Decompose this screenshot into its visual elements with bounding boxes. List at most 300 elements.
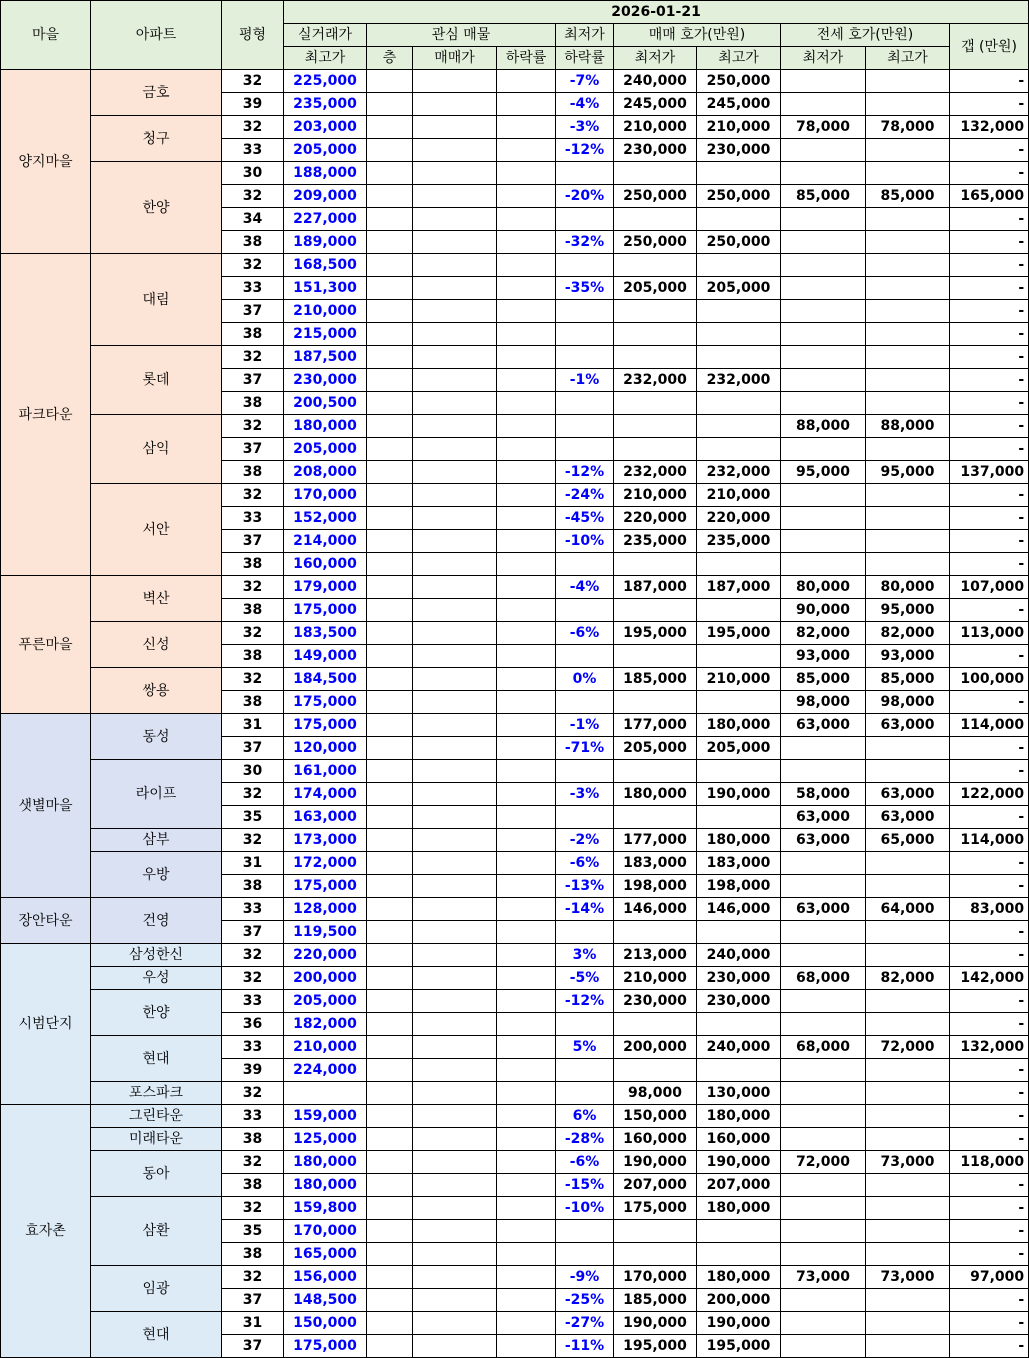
actual-price-cell: 224,000 xyxy=(284,1059,367,1082)
actual-price-cell: 188,000 xyxy=(284,162,367,185)
lease-max-cell: 85,000 xyxy=(866,668,950,691)
village-name: 양지마을 xyxy=(1,70,91,254)
floor-cell xyxy=(367,829,413,852)
size-cell: 38 xyxy=(222,553,284,576)
interest-drop-cell xyxy=(497,461,556,484)
interest-drop-cell xyxy=(497,1266,556,1289)
lease-max-cell: 72,000 xyxy=(866,1036,950,1059)
sale-max-cell: 207,000 xyxy=(697,1174,781,1197)
sale-min-cell xyxy=(614,300,697,323)
interest-sale-price-cell xyxy=(413,507,497,530)
actual-price-cell: 183,500 xyxy=(284,622,367,645)
interest-drop-cell xyxy=(497,1220,556,1243)
lease-min-cell: 58,000 xyxy=(781,783,866,806)
sale-min-cell xyxy=(614,392,697,415)
lease-max-cell xyxy=(866,507,950,530)
sale-min-cell: 177,000 xyxy=(614,829,697,852)
actual-price-cell: 180,000 xyxy=(284,415,367,438)
lease-max-cell xyxy=(866,139,950,162)
interest-drop-cell xyxy=(497,990,556,1013)
lease-min-cell: 63,000 xyxy=(781,829,866,852)
table-row xyxy=(1,1266,1029,1289)
actual-price-cell: 159,800 xyxy=(284,1197,367,1220)
sale-max-cell: 250,000 xyxy=(697,70,781,93)
floor-cell xyxy=(367,921,413,944)
interest-sale-price-cell xyxy=(413,576,497,599)
apartment-name: 한양 xyxy=(91,990,222,1036)
size-cell: 37 xyxy=(222,921,284,944)
lease-max-cell xyxy=(866,70,950,93)
gap-cell: - xyxy=(950,1335,1029,1358)
min-drop-rate-cell: -9% xyxy=(556,1266,614,1289)
sale-min-cell xyxy=(614,323,697,346)
interest-sale-price-cell xyxy=(413,944,497,967)
lease-max-cell xyxy=(866,231,950,254)
floor-cell xyxy=(367,1220,413,1243)
interest-drop-cell xyxy=(497,1312,556,1335)
lease-min-cell xyxy=(781,737,866,760)
table-row xyxy=(1,898,1029,921)
interest-sale-price-cell xyxy=(413,1082,497,1105)
interest-sale-price-cell xyxy=(413,737,497,760)
min-drop-rate-cell: -6% xyxy=(556,622,614,645)
min-drop-rate-cell: -24% xyxy=(556,484,614,507)
interest-drop-cell xyxy=(497,277,556,300)
interest-drop-cell xyxy=(497,645,556,668)
gap-cell: - xyxy=(950,139,1029,162)
interest-sale-price-cell xyxy=(413,714,497,737)
header-min-drop-bottom: 하락률 xyxy=(556,47,614,70)
actual-price-cell: 175,000 xyxy=(284,691,367,714)
interest-drop-cell xyxy=(497,185,556,208)
floor-cell xyxy=(367,461,413,484)
actual-price-cell: 210,000 xyxy=(284,1036,367,1059)
interest-sale-price-cell xyxy=(413,1174,497,1197)
gap-cell: - xyxy=(950,369,1029,392)
interest-sale-price-cell xyxy=(413,116,497,139)
sale-min-cell xyxy=(614,806,697,829)
size-cell: 38 xyxy=(222,1243,284,1266)
floor-cell xyxy=(367,1082,413,1105)
header-sale-min: 최저가 xyxy=(614,47,697,70)
table-row xyxy=(1,967,1029,990)
floor-cell xyxy=(367,1174,413,1197)
min-drop-rate-cell xyxy=(556,162,614,185)
actual-price-cell: 156,000 xyxy=(284,1266,367,1289)
gap-cell: 118,000 xyxy=(950,1151,1029,1174)
interest-drop-cell xyxy=(497,139,556,162)
sale-max-cell xyxy=(697,323,781,346)
lease-min-cell: 63,000 xyxy=(781,714,866,737)
lease-max-cell xyxy=(866,346,950,369)
table-row xyxy=(1,116,1029,139)
gap-cell: 114,000 xyxy=(950,829,1029,852)
actual-price-cell: 179,000 xyxy=(284,576,367,599)
sale-max-cell xyxy=(697,760,781,783)
interest-drop-cell xyxy=(497,323,556,346)
lease-max-cell xyxy=(866,1082,950,1105)
apartment-name: 서안 xyxy=(91,484,222,576)
min-drop-rate-cell xyxy=(556,300,614,323)
min-drop-rate-cell: -13% xyxy=(556,875,614,898)
actual-price-cell: 165,000 xyxy=(284,1243,367,1266)
lease-min-cell xyxy=(781,139,866,162)
actual-price-cell: 205,000 xyxy=(284,139,367,162)
actual-price-cell: 200,000 xyxy=(284,967,367,990)
min-drop-rate-cell: -10% xyxy=(556,1197,614,1220)
interest-drop-cell xyxy=(497,875,556,898)
sale-max-cell: 205,000 xyxy=(697,737,781,760)
lease-max-cell: 82,000 xyxy=(866,622,950,645)
size-cell: 38 xyxy=(222,323,284,346)
gap-cell: - xyxy=(950,346,1029,369)
interest-drop-cell xyxy=(497,1082,556,1105)
size-cell: 32 xyxy=(222,668,284,691)
apartment-name: 삼성한신 xyxy=(91,944,222,967)
floor-cell xyxy=(367,668,413,691)
sale-min-cell: 213,000 xyxy=(614,944,697,967)
lease-min-cell: 63,000 xyxy=(781,898,866,921)
sale-max-cell xyxy=(697,1059,781,1082)
min-drop-rate-cell: -6% xyxy=(556,1151,614,1174)
lease-max-cell: 82,000 xyxy=(866,967,950,990)
size-cell: 39 xyxy=(222,1059,284,1082)
gap-cell: - xyxy=(950,323,1029,346)
sale-min-cell xyxy=(614,1013,697,1036)
header-actual-price-top: 실거래가 xyxy=(284,24,367,47)
interest-sale-price-cell xyxy=(413,415,497,438)
interest-sale-price-cell xyxy=(413,1059,497,1082)
interest-sale-price-cell xyxy=(413,254,497,277)
sale-max-cell xyxy=(697,346,781,369)
interest-drop-cell xyxy=(497,530,556,553)
gap-cell: 122,000 xyxy=(950,783,1029,806)
table-row xyxy=(1,1128,1029,1151)
gap-cell: - xyxy=(950,70,1029,93)
interest-sale-price-cell xyxy=(413,852,497,875)
apartment-name: 한양 xyxy=(91,162,222,254)
actual-price-cell: 119,500 xyxy=(284,921,367,944)
interest-sale-price-cell xyxy=(413,162,497,185)
lease-max-cell xyxy=(866,208,950,231)
actual-price-cell: 210,000 xyxy=(284,300,367,323)
floor-cell xyxy=(367,185,413,208)
table-row xyxy=(1,668,1029,691)
apartment-name: 롯데 xyxy=(91,346,222,415)
size-cell: 38 xyxy=(222,599,284,622)
sale-max-cell xyxy=(697,553,781,576)
table-row xyxy=(1,162,1029,185)
floor-cell xyxy=(367,898,413,921)
lease-min-cell xyxy=(781,944,866,967)
header-actual-price-bottom: 최고가 xyxy=(284,47,367,70)
min-drop-rate-cell xyxy=(556,599,614,622)
actual-price-cell: 128,000 xyxy=(284,898,367,921)
sale-max-cell: 235,000 xyxy=(697,530,781,553)
sale-max-cell: 240,000 xyxy=(697,1036,781,1059)
interest-drop-cell xyxy=(497,1335,556,1358)
min-drop-rate-cell: -12% xyxy=(556,139,614,162)
floor-cell xyxy=(367,714,413,737)
actual-price-cell: 170,000 xyxy=(284,1220,367,1243)
min-drop-rate-cell xyxy=(556,760,614,783)
lease-max-cell: 73,000 xyxy=(866,1151,950,1174)
floor-cell xyxy=(367,1059,413,1082)
gap-cell: 83,000 xyxy=(950,898,1029,921)
size-cell: 32 xyxy=(222,1266,284,1289)
lease-min-cell xyxy=(781,346,866,369)
size-cell: 37 xyxy=(222,438,284,461)
sale-max-cell: 240,000 xyxy=(697,944,781,967)
min-drop-rate-cell: -20% xyxy=(556,185,614,208)
lease-min-cell: 82,000 xyxy=(781,622,866,645)
size-cell: 35 xyxy=(222,806,284,829)
header-lease-quote: 전세 호가(만원) xyxy=(781,24,950,47)
actual-price-cell: 225,000 xyxy=(284,70,367,93)
sale-max-cell: 232,000 xyxy=(697,369,781,392)
apartment-name: 현대 xyxy=(91,1036,222,1082)
interest-drop-cell xyxy=(497,967,556,990)
lease-max-cell: 95,000 xyxy=(866,461,950,484)
floor-cell xyxy=(367,760,413,783)
lease-min-cell: 73,000 xyxy=(781,1266,866,1289)
lease-max-cell xyxy=(866,1013,950,1036)
lease-max-cell xyxy=(866,162,950,185)
lease-max-cell: 63,000 xyxy=(866,783,950,806)
lease-min-cell xyxy=(781,323,866,346)
actual-price-cell: 203,000 xyxy=(284,116,367,139)
interest-drop-cell xyxy=(497,944,556,967)
interest-drop-cell xyxy=(497,921,556,944)
sale-max-cell xyxy=(697,599,781,622)
table-row xyxy=(1,70,1029,93)
gap-cell: - xyxy=(950,806,1029,829)
lease-min-cell: 78,000 xyxy=(781,116,866,139)
min-drop-rate-cell: -27% xyxy=(556,1312,614,1335)
min-drop-rate-cell: -35% xyxy=(556,277,614,300)
size-cell: 38 xyxy=(222,231,284,254)
sale-min-cell: 183,000 xyxy=(614,852,697,875)
header-village: 마을 xyxy=(1,1,91,70)
size-cell: 31 xyxy=(222,714,284,737)
lease-max-cell xyxy=(866,93,950,116)
sale-min-cell xyxy=(614,553,697,576)
sale-max-cell: 180,000 xyxy=(697,829,781,852)
actual-price-cell: 160,000 xyxy=(284,553,367,576)
gap-cell: - xyxy=(950,1128,1029,1151)
lease-max-cell xyxy=(866,438,950,461)
lease-max-cell xyxy=(866,852,950,875)
gap-cell: - xyxy=(950,277,1029,300)
interest-sale-price-cell xyxy=(413,1289,497,1312)
lease-max-cell xyxy=(866,990,950,1013)
gap-cell: - xyxy=(950,737,1029,760)
sale-min-cell: 205,000 xyxy=(614,277,697,300)
gap-cell: 113,000 xyxy=(950,622,1029,645)
table-row xyxy=(1,1312,1029,1335)
lease-min-cell xyxy=(781,1335,866,1358)
sale-max-cell: 183,000 xyxy=(697,852,781,875)
interest-drop-cell xyxy=(497,346,556,369)
sale-max-cell: 230,000 xyxy=(697,990,781,1013)
actual-price-cell: 189,000 xyxy=(284,231,367,254)
floor-cell xyxy=(367,1289,413,1312)
sale-max-cell: 205,000 xyxy=(697,277,781,300)
lease-min-cell xyxy=(781,392,866,415)
size-cell: 38 xyxy=(222,1128,284,1151)
lease-min-cell xyxy=(781,1220,866,1243)
lease-min-cell xyxy=(781,369,866,392)
header-size: 평형 xyxy=(222,1,284,70)
village-name: 효자촌 xyxy=(1,1105,91,1358)
interest-sale-price-cell xyxy=(413,392,497,415)
apartment-name: 우성 xyxy=(91,967,222,990)
interest-sale-price-cell xyxy=(413,691,497,714)
village-name: 푸른마을 xyxy=(1,576,91,714)
floor-cell xyxy=(367,346,413,369)
floor-cell xyxy=(367,369,413,392)
interest-sale-price-cell xyxy=(413,622,497,645)
interest-sale-price-cell xyxy=(413,277,497,300)
floor-cell xyxy=(367,1312,413,1335)
min-drop-rate-cell xyxy=(556,1082,614,1105)
min-drop-rate-cell xyxy=(556,806,614,829)
actual-price-cell: 227,000 xyxy=(284,208,367,231)
sale-min-cell: 150,000 xyxy=(614,1105,697,1128)
floor-cell xyxy=(367,1013,413,1036)
size-cell: 38 xyxy=(222,392,284,415)
actual-price-cell: 209,000 xyxy=(284,185,367,208)
actual-price-cell: 172,000 xyxy=(284,852,367,875)
interest-sale-price-cell xyxy=(413,530,497,553)
size-cell: 37 xyxy=(222,737,284,760)
size-cell: 38 xyxy=(222,691,284,714)
floor-cell xyxy=(367,691,413,714)
gap-cell: - xyxy=(950,1312,1029,1335)
size-cell: 32 xyxy=(222,1151,284,1174)
lease-max-cell xyxy=(866,1335,950,1358)
min-drop-rate-cell: -15% xyxy=(556,1174,614,1197)
interest-sale-price-cell xyxy=(413,1105,497,1128)
sale-min-cell: 245,000 xyxy=(614,93,697,116)
size-cell: 32 xyxy=(222,1197,284,1220)
actual-price-cell: 175,000 xyxy=(284,875,367,898)
sale-min-cell xyxy=(614,162,697,185)
actual-price-cell: 173,000 xyxy=(284,829,367,852)
lease-min-cell xyxy=(781,530,866,553)
interest-drop-cell xyxy=(497,300,556,323)
gap-cell: 142,000 xyxy=(950,967,1029,990)
apartment-name: 건영 xyxy=(91,898,222,944)
size-cell: 31 xyxy=(222,1312,284,1335)
floor-cell xyxy=(367,438,413,461)
interest-drop-cell xyxy=(497,783,556,806)
sale-min-cell: 230,000 xyxy=(614,139,697,162)
gap-cell: - xyxy=(950,553,1029,576)
interest-drop-cell xyxy=(497,714,556,737)
min-drop-rate-cell: -45% xyxy=(556,507,614,530)
lease-min-cell: 72,000 xyxy=(781,1151,866,1174)
floor-cell xyxy=(367,1266,413,1289)
village-name: 샛별마을 xyxy=(1,714,91,898)
gap-cell: - xyxy=(950,1105,1029,1128)
table-row xyxy=(1,1151,1029,1174)
lease-min-cell xyxy=(781,1013,866,1036)
size-cell: 33 xyxy=(222,277,284,300)
min-drop-rate-cell xyxy=(556,438,614,461)
min-drop-rate-cell: -5% xyxy=(556,967,614,990)
interest-drop-cell xyxy=(497,438,556,461)
size-cell: 34 xyxy=(222,208,284,231)
village-name: 시범단지 xyxy=(1,944,91,1105)
gap-cell: - xyxy=(950,1289,1029,1312)
sale-max-cell: 232,000 xyxy=(697,461,781,484)
lease-min-cell xyxy=(781,507,866,530)
lease-min-cell xyxy=(781,1128,866,1151)
lease-min-cell: 85,000 xyxy=(781,185,866,208)
actual-price-cell: 180,000 xyxy=(284,1151,367,1174)
actual-price-cell: 180,000 xyxy=(284,1174,367,1197)
sale-min-cell: 98,000 xyxy=(614,1082,697,1105)
lease-min-cell xyxy=(781,852,866,875)
sale-min-cell: 180,000 xyxy=(614,783,697,806)
lease-min-cell: 95,000 xyxy=(781,461,866,484)
sale-min-cell: 250,000 xyxy=(614,185,697,208)
lease-max-cell: 95,000 xyxy=(866,599,950,622)
actual-price-cell: 175,000 xyxy=(284,1335,367,1358)
lease-min-cell: 68,000 xyxy=(781,967,866,990)
gap-cell: - xyxy=(950,691,1029,714)
interest-drop-cell xyxy=(497,70,556,93)
interest-sale-price-cell xyxy=(413,1013,497,1036)
sale-min-cell: 190,000 xyxy=(614,1151,697,1174)
min-drop-rate-cell: -14% xyxy=(556,898,614,921)
sale-min-cell: 195,000 xyxy=(614,622,697,645)
floor-cell xyxy=(367,576,413,599)
lease-max-cell xyxy=(866,1105,950,1128)
size-cell: 32 xyxy=(222,185,284,208)
interest-sale-price-cell xyxy=(413,1128,497,1151)
table-row xyxy=(1,484,1029,507)
sale-max-cell: 180,000 xyxy=(697,714,781,737)
size-cell: 33 xyxy=(222,139,284,162)
min-drop-rate-cell: -25% xyxy=(556,1289,614,1312)
interest-sale-price-cell xyxy=(413,231,497,254)
lease-max-cell xyxy=(866,1059,950,1082)
lease-min-cell xyxy=(781,875,866,898)
header-gap: 갭 (만원) xyxy=(950,24,1029,70)
apartment-name: 포스파크 xyxy=(91,1082,222,1105)
sale-max-cell xyxy=(697,392,781,415)
lease-max-cell xyxy=(866,277,950,300)
lease-min-cell xyxy=(781,70,866,93)
gap-cell: - xyxy=(950,300,1029,323)
apartment-name: 신성 xyxy=(91,622,222,668)
gap-cell: - xyxy=(950,231,1029,254)
floor-cell xyxy=(367,139,413,162)
floor-cell xyxy=(367,944,413,967)
sale-max-cell: 190,000 xyxy=(697,1151,781,1174)
sale-min-cell xyxy=(614,645,697,668)
apartment-name: 현대 xyxy=(91,1312,222,1358)
lease-min-cell xyxy=(781,300,866,323)
interest-sale-price-cell xyxy=(413,921,497,944)
interest-sale-price-cell xyxy=(413,323,497,346)
size-cell: 32 xyxy=(222,254,284,277)
sale-max-cell: 230,000 xyxy=(697,967,781,990)
gap-cell: 97,000 xyxy=(950,1266,1029,1289)
lease-min-cell: 88,000 xyxy=(781,415,866,438)
